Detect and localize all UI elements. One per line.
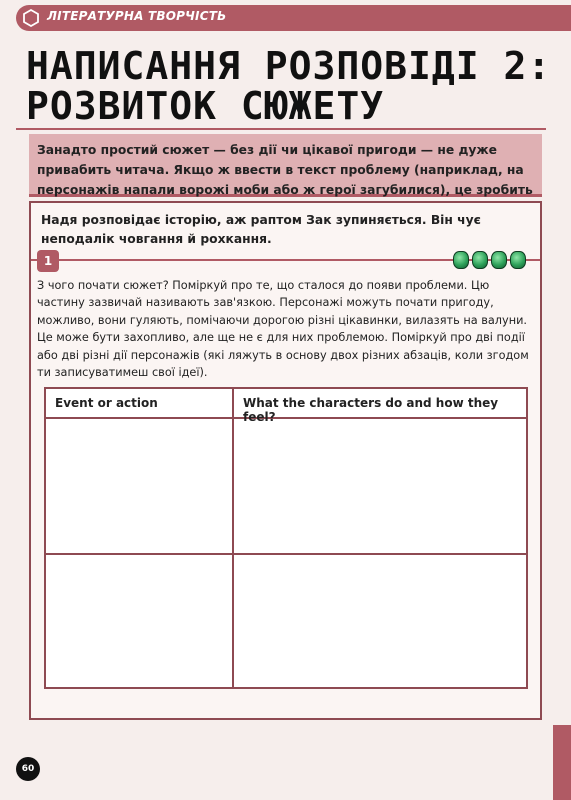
emerald-gems [453,251,526,269]
emerald-icon [510,251,526,269]
table-header-characters: What the characters do and how they feel? [243,396,499,424]
page-title-line-2: РОЗВИТОК СЮЖЕТУ [26,84,385,128]
hexagon-icon [22,9,40,27]
table-header-event: Event or action [55,396,158,410]
emerald-icon [491,251,507,269]
bottom-accent-bar [553,725,571,800]
page-title-line-1: НАПИСАННЯ РОЗПОВІДІ 2: [26,44,552,88]
intro-box [29,134,542,197]
page-title [26,46,556,126]
table-column-divider [232,389,234,687]
title-divider [16,128,546,130]
answer-table [44,387,528,689]
intro-text: Занадто простий сюжет — без дії чи цікавої пригоди — не дуже привабить читача. Якщо ж ввести в текст проблему (наприклад, на персонажів напали ворожі моби або ж герої загубилися), це зробить [37,143,533,197]
emerald-icon [453,251,469,269]
exercise-prompt: Надя розповідає історію, аж раптом Зак зупиняється. Він чує неподалік човгання й рохкання. [41,213,481,246]
exercise-instructions: З чого почати сюжет? Поміркуй про те, що сталося до появи проблеми. Цю частину зазвичай називають зав'язкою. Персонажі можуть почати пригоду, можливо, вони гуляють, помічаючи дорогою різні цікавинки, вилазять на валуни. Це може бути захопливо, але ще не є для них проблемою. Поміркуй про дві події або дві різні дії персонажів (які ляжуть в основу двох різних абзаців, коли згодом ти записуватимеш свої ідеї). [37,279,529,380]
exercise-number-badge: 1 [37,250,59,272]
exercise-card [29,201,542,720]
table-row-divider [46,553,526,555]
page-number: 60 [16,757,40,781]
emerald-icon [472,251,488,269]
section-label: ЛІТЕРАТУРНА ТВОРЧІСТЬ [47,9,227,23]
